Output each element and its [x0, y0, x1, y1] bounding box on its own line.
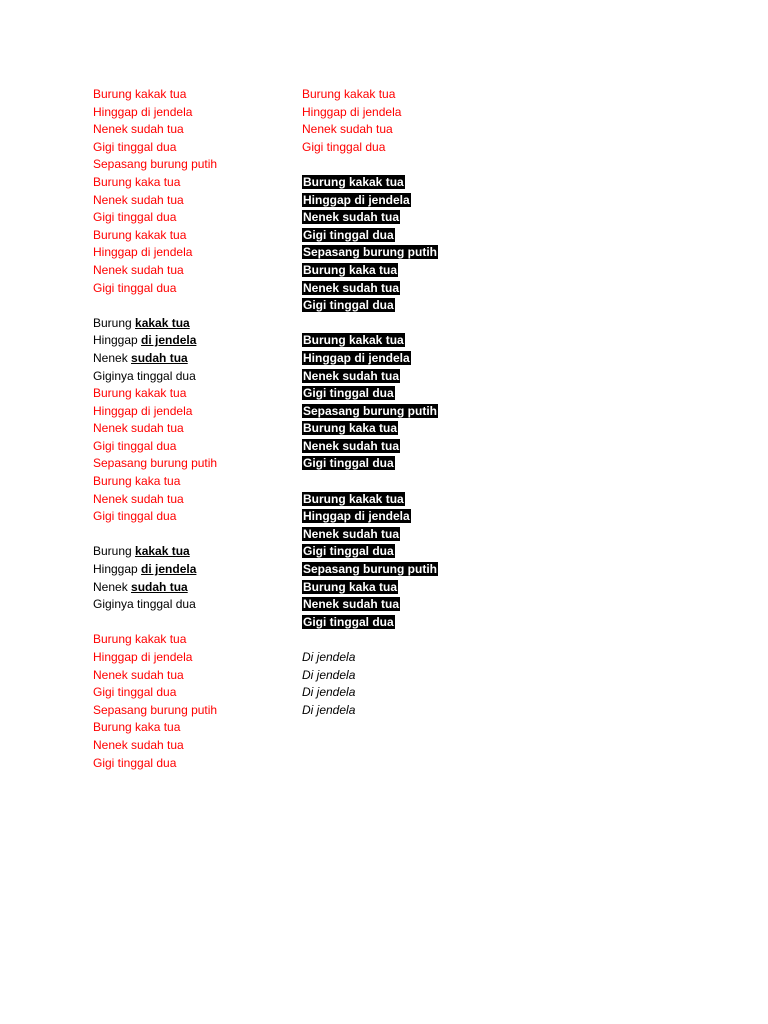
highlighted-lyric-line — [302, 174, 502, 192]
lyric-line: Hinggap di jendela — [93, 650, 193, 664]
highlighted-lyric-line — [302, 350, 502, 368]
highlighted-lyric-line — [302, 192, 502, 210]
highlighted-lyric-line — [302, 526, 502, 544]
lyric-line — [93, 315, 293, 333]
lyric-line: Hinggap di jendela — [93, 403, 193, 418]
lyric-line: Burung kaka tua — [93, 474, 181, 489]
lyric-line: Burung kakak tua — [93, 632, 187, 647]
blank-line — [302, 473, 502, 491]
lyric-line: Hinggap di jendela — [93, 104, 193, 119]
lyric-emphasis: kakak tua — [135, 544, 190, 559]
lyric-text: Gigi tinggal dua — [303, 386, 394, 401]
lyric-line: Nenek sudah tua — [93, 122, 184, 137]
lyric-line: Gigi tinggal dua — [93, 438, 177, 453]
lyric-line: Gigi tinggal dua — [93, 210, 177, 225]
lyric-line: Giginya tinggal dua — [93, 368, 196, 383]
highlighted-lyric-line — [302, 543, 502, 561]
highlighted-lyric-line — [302, 491, 502, 509]
lyric-line: Gigi tinggal dua — [93, 280, 177, 295]
lyric-line — [93, 579, 293, 597]
lyric-text: Sepasang burung putih — [303, 403, 437, 418]
lyric-line: Burung kaka tua — [93, 174, 181, 189]
lyric-line: Burung kakak tua — [302, 87, 396, 101]
lyric-text: Sepasang burung putih — [303, 245, 437, 260]
highlighted-lyric-line — [302, 614, 502, 632]
blank-line — [93, 614, 293, 632]
blank-line — [302, 156, 502, 174]
lyric-line: Nenek sudah tua — [93, 667, 184, 682]
highlighted-lyric-line — [302, 420, 502, 438]
lyric-text: Gigi tinggal dua — [303, 544, 394, 559]
lyric-line: Nenek sudah tua — [93, 421, 184, 436]
lyric-text: Gigi tinggal dua — [303, 227, 394, 242]
lyric-line: Burung kaka tua — [93, 720, 181, 735]
lyric-text: Nenek sudah tua — [303, 280, 400, 295]
lyric-text: Gigi tinggal dua — [303, 614, 394, 629]
italic-lyric-line: Di jendela — [302, 667, 356, 682]
lyric-line: Burung kakak tua — [93, 386, 187, 401]
lyric-line: Sepasang burung putih — [93, 157, 218, 172]
lyric-emphasis: sudah tua — [131, 350, 188, 365]
lyric-emphasis: sudah tua — [131, 579, 188, 594]
highlighted-lyric-line — [302, 332, 502, 350]
lyric-line: Gigi tinggal dua — [93, 509, 177, 524]
lyric-text: Nenek sudah tua — [303, 368, 400, 383]
lyric-line: Nenek sudah tua — [93, 737, 184, 752]
lyric-text: Burung kakak tua — [303, 174, 404, 189]
lyric-line — [93, 350, 293, 368]
italic-lyric-line: Di jendela — [302, 702, 356, 717]
italic-lyric-line: Di jendela — [302, 650, 356, 664]
lyric-text: Burung kaka tua — [303, 262, 398, 277]
lyric-text: Burung kaka tua — [303, 421, 398, 436]
lyric-text: Gigi tinggal dua — [303, 456, 394, 471]
lyric-line — [93, 543, 293, 561]
highlighted-lyric-line — [302, 244, 502, 262]
highlighted-lyric-line — [302, 508, 502, 526]
highlighted-lyric-line — [302, 438, 502, 456]
lyric-line: Nenek sudah tua — [93, 262, 184, 277]
lyric-text: Gigi tinggal dua — [303, 298, 394, 313]
lyric-text: Burung — [93, 544, 136, 559]
lyric-text: Hinggap di jendela — [303, 509, 410, 524]
lyric-text: Nenek sudah tua — [303, 597, 400, 612]
lyric-text: Nenek — [93, 579, 132, 594]
highlighted-lyric-line — [302, 385, 502, 403]
lyric-text: Hinggap — [93, 333, 142, 348]
lyric-text: Hinggap — [93, 562, 142, 577]
highlighted-lyric-line — [302, 561, 502, 579]
lyric-text: Nenek sudah tua — [303, 438, 400, 453]
lyric-line: Burung kakak tua — [93, 87, 187, 101]
lyric-text: Burung kakak tua — [303, 333, 404, 348]
lyric-line: Burung kakak tua — [93, 227, 187, 242]
highlighted-lyric-line — [302, 297, 502, 315]
highlighted-lyric-line — [302, 403, 502, 421]
highlighted-lyric-line — [302, 262, 502, 280]
lyric-line: Hinggap di jendela — [302, 104, 402, 119]
left-lyrics-column — [93, 86, 293, 772]
lyric-text: Nenek sudah tua — [303, 526, 400, 541]
lyric-text: Hinggap di jendela — [303, 350, 410, 365]
lyric-line — [93, 332, 293, 350]
lyric-text: Nenek — [93, 350, 132, 365]
right-lyrics-column — [302, 86, 502, 719]
blank-line — [93, 297, 293, 315]
lyric-line: Sepasang burung putih — [93, 456, 218, 471]
lyric-emphasis: di jendela — [141, 562, 197, 577]
highlighted-lyric-line — [302, 368, 502, 386]
lyric-line — [93, 561, 293, 579]
lyric-text: Hinggap di jendela — [303, 192, 410, 207]
italic-lyric-line: Di jendela — [302, 685, 356, 700]
lyric-line: Nenek sudah tua — [93, 192, 184, 207]
lyric-emphasis: kakak tua — [135, 315, 190, 330]
highlighted-lyric-line — [302, 227, 502, 245]
lyric-line: Gigi tinggal dua — [93, 755, 177, 770]
lyric-text: Burung kakak tua — [303, 491, 404, 506]
highlighted-lyric-line — [302, 280, 502, 298]
blank-line — [93, 526, 293, 544]
lyric-line: Gigi tinggal dua — [93, 685, 177, 700]
lyric-text: Nenek sudah tua — [303, 210, 400, 225]
lyric-line: Gigi tinggal dua — [93, 139, 177, 154]
highlighted-lyric-line — [302, 455, 502, 473]
lyric-line: Gigi tinggal dua — [302, 139, 386, 154]
lyric-line: Nenek sudah tua — [93, 491, 184, 506]
blank-line — [302, 631, 502, 649]
highlighted-lyric-line — [302, 579, 502, 597]
lyric-line: Sepasang burung putih — [93, 702, 218, 717]
lyric-text: Sepasang burung putih — [303, 562, 437, 577]
lyric-emphasis: di jendela — [141, 333, 197, 348]
lyric-text: Burung — [93, 315, 136, 330]
lyric-line: Giginya tinggal dua — [93, 597, 196, 612]
lyric-line: Nenek sudah tua — [302, 122, 393, 137]
highlighted-lyric-line — [302, 209, 502, 227]
highlighted-lyric-line — [302, 596, 502, 614]
blank-line — [302, 315, 502, 333]
lyric-line: Hinggap di jendela — [93, 245, 193, 260]
lyric-text: Burung kaka tua — [303, 579, 398, 594]
